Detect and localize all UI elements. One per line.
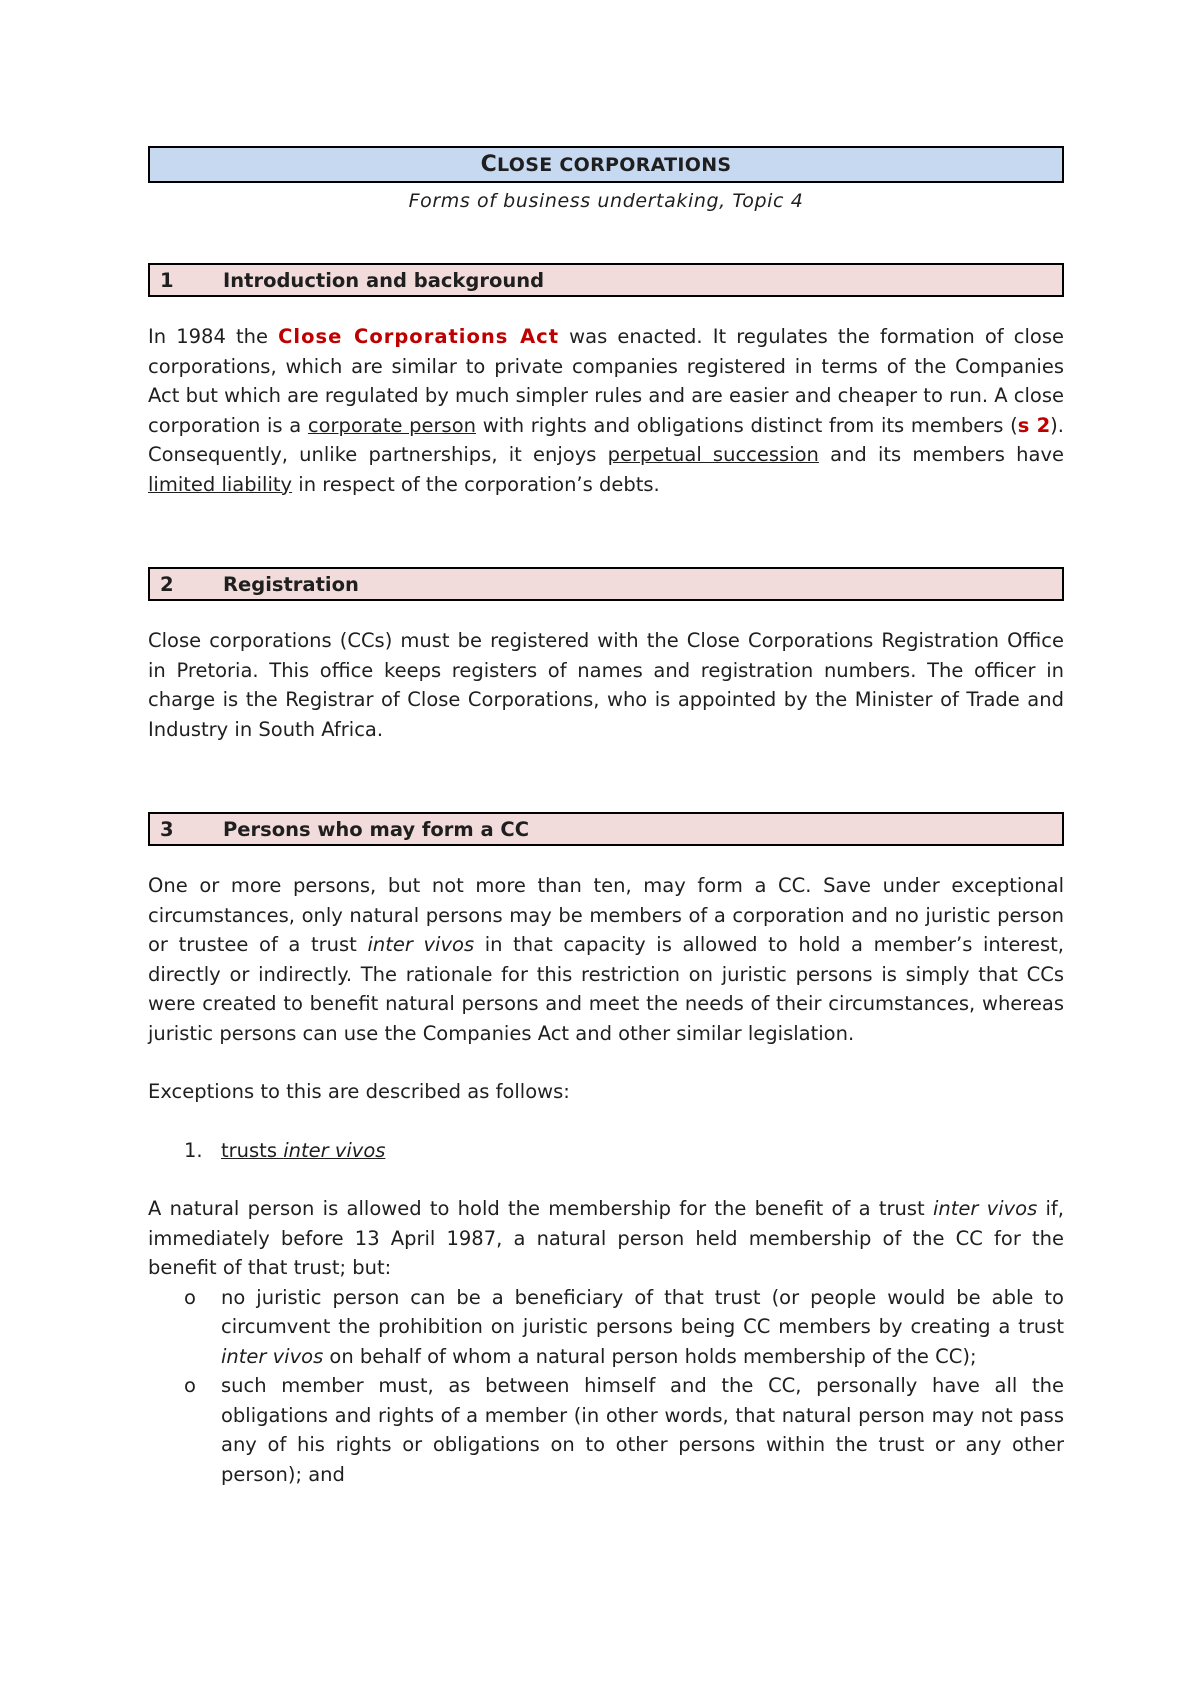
list-number: 1. [184,1138,203,1162]
bullet-icon: o [184,1285,196,1309]
text: was enacted. It regulates the formation of close corporations, which are similar to private companies registered in terms of the Companies Act but which are regulated by much simpler rules and are easier and cheaper to run. A close corporation is a [148,325,1064,437]
bullet-text [221,1283,1064,1372]
text: on behalf of whom a natural person holds membership of the CC); [323,1344,977,1368]
act-name: Close Corporations Act [278,325,560,348]
numbered-list-item [148,1136,1064,1166]
document-title [148,146,1064,183]
title-rest: LOSE CORPORATIONS [497,153,732,176]
text: in respect of the corporation’s debts. [292,472,660,496]
section-heading-3 [148,812,1064,846]
registration-paragraph: Close corporations (CCs) must be registered with the Close Corporations Registration Office in Pretoria. This office keeps registers of names and registration numbers. The officer in charge is the Registrar of Close Corporations, who is appointed by the Minister of Trade and Industry in South Africa. [148,629,1064,741]
document-subtitle: Forms of business undertaking, Topic 4 [408,190,804,212]
section-heading-1 [148,263,1064,297]
latin-term: inter vivos [367,933,475,956]
bullet-text: such member must, as between himself and the CC, personally have all the obligations and rights of a member (in other words, that natural person may not pass any of his rights or obligations on to other persons within the trust or any other person); and [221,1374,1064,1486]
term-perpetual-succession: perpetual succession [607,443,819,466]
intro-paragraph [148,322,1064,499]
persons-paragraph [148,871,1064,1048]
section-number: 1 [160,268,174,292]
term-corporate-person: corporate person [307,413,477,437]
document-page [148,146,1064,1489]
section-heading-2 [148,567,1064,601]
latin-term: inter vivos [221,1344,324,1368]
text: no juristic person can be a beneficiary of that trust (or people would be able to circumvent the prohibition on juristic persons being CC members by creating a trust [221,1285,1064,1338]
exceptions-intro: Exceptions to this are described as follows: [148,1080,570,1103]
text: with rights and obligations distinct from its members ( [476,413,1018,437]
term-limited-liability: limited liability [148,472,293,496]
latin-term: inter vivos [283,1138,386,1162]
latin-term: inter vivos [932,1197,1038,1220]
text: if, immediately before 13 April 1987, a natural person held membership of the CC for the benefit of that trust; but: [148,1197,1064,1279]
bullet-item [148,1371,1064,1489]
text: ). Consequently, unlike partnerships, it enjoys [148,413,1064,466]
text: In 1984 the [148,325,279,348]
section-number: 3 [160,817,174,841]
section-number: 2 [160,572,174,596]
section-reference: s 2 [1017,413,1051,437]
text: and its members have [818,443,1064,466]
text: in that capacity is allowed to hold a member’s interest, directly or indirectly. The rationale for this restriction on juristic persons is simply that CCs were created to benefit natural persons and meet the needs of their circumstances, whereas juristic persons can use the Companies Act and other similar legislation. [148,933,1064,1045]
title-initial: C [480,152,498,177]
bullet-icon: o [184,1374,196,1397]
section-title: Persons who may form a CC [223,817,530,841]
text: trusts [221,1138,284,1162]
list-text [221,1136,385,1166]
text: One or more persons, but not more than ten, may form a CC. Save under exceptional circumstances, only natural persons may be members of a corporation and no juristic person or trustee of a trust [148,874,1064,956]
section-title: Introduction and background [223,268,545,292]
trust-paragraph [148,1194,1064,1283]
text: A natural person is allowed to hold the membership for the benefit of a trust [148,1197,933,1220]
section-title: Registration [223,572,359,596]
bullet-item [148,1283,1064,1372]
